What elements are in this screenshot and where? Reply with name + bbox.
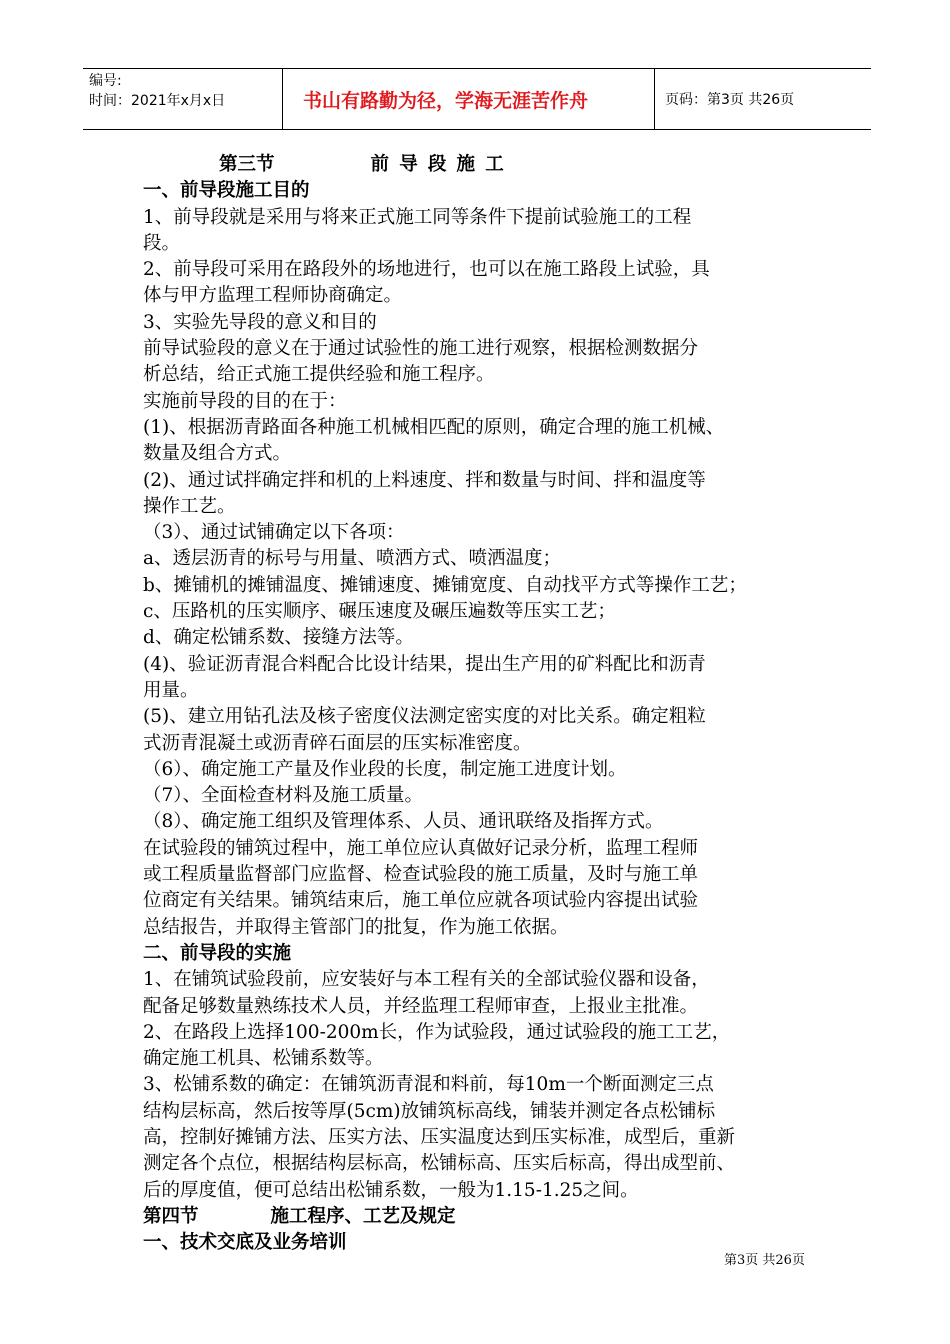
header-page-info: 页码：第3页 共26页	[665, 92, 795, 108]
text-line: b、摊铺机的摊铺温度、摊铺速度、摊铺宽度、自动找平方式等操作工艺；	[143, 574, 747, 596]
text-line: d、确定松铺系数、接缝方法等。	[143, 627, 414, 649]
text-line: 配备足够数量熟练技术人员，并经监理工程师审查，上报业主批准。	[143, 995, 699, 1017]
text-line: 段。	[143, 232, 181, 254]
subsection-heading: 二、前导段的实施	[143, 942, 292, 964]
text-line: 测定各个点位，根据结构层标高，松铺标高、压实后标高，得出成型前、	[143, 1153, 736, 1175]
text-line: 后的厚度值，便可总结出松铺系数，一般为1.15-1.25之间。	[143, 1179, 639, 1201]
text-line: 3、实验先导段的意义和目的	[143, 311, 377, 333]
section-4-name: 施工程序、工艺及规定	[270, 1205, 456, 1227]
text-line: 位商定有关结果。铺筑结束后，施工单位应就各项试验内容提出试验	[143, 890, 699, 912]
text-line: （8）、确定施工组织及管理体系、人员、通讯联络及指挥方式。	[143, 811, 664, 833]
text-line: 在试验段的铺筑过程中，施工单位应认真做好记录分析，监理工程师	[143, 837, 699, 859]
page-footer: 第3页 共26页	[724, 1253, 805, 1268]
text-line: 实施前导段的目的在于：	[143, 390, 347, 412]
text-line: 前导试验段的意义在于通过试验性的施工进行观察，根据检测数据分	[143, 338, 699, 360]
text-line: 3、松铺系数的确定：在铺筑沥青混和料前，每10m一个断面测定三点	[143, 1074, 714, 1096]
section-title	[143, 152, 833, 178]
text-line: 式沥青混凝土或沥青碎石面层的压实标准密度。	[143, 732, 532, 754]
subsection-heading: 一、前导段施工目的	[143, 180, 310, 202]
section-4-title	[143, 1204, 833, 1230]
section-4-number: 第四节	[143, 1205, 199, 1227]
text-line: 或工程质量监督部门应监督、检查试验段的施工质量，及时与施工单	[143, 864, 699, 886]
text-line: 2、在路段上选择100-200m长，作为试验段，通过试验段的施工工艺，	[143, 1021, 731, 1043]
header-motto: 书山有路勤为径，学海无涯苦作舟	[283, 69, 655, 129]
document-number-label: 编号:	[89, 73, 122, 89]
text-line: 确定施工机具、松铺系数等。	[143, 1048, 384, 1070]
text-line: 析总结，给正式施工提供经验和施工程序。	[143, 364, 495, 386]
text-line: 操作工艺。	[143, 495, 236, 517]
text-line: 1、在铺筑试验段前，应安装好与本工程有关的全部试验仪器和设备，	[143, 969, 710, 991]
text-line: 总结报告，并取得主管部门的批复，作为施工依据。	[143, 916, 569, 938]
header-meta	[83, 69, 283, 129]
body-paragraphs	[143, 178, 833, 1204]
text-line: (5)、建立用钻孔法及核子密度仪法测定密实度的对比关系。确定粗粒	[143, 706, 706, 728]
text-line: (1)、根据沥青路面各种施工机械相匹配的原则，确定合理的施工机械、	[143, 416, 725, 438]
text-line: 1、前导段就是采用与将来正式施工同等条件下提前试验施工的工程	[143, 206, 692, 228]
section-number: 第三节	[219, 154, 275, 175]
text-line: 体与甲方监理工程师协商确定。	[143, 285, 403, 307]
text-line: a、透层沥青的标号与用量、喷洒方式、喷洒温度；	[143, 548, 562, 570]
text-line: 高，控制好摊铺方法、压实方法、压实温度达到压实标准，成型后，重新	[143, 1126, 736, 1148]
text-line: 结构层标高，然后按等厚(5cm)放铺筑标高线，铺装并测定各点松铺标	[143, 1100, 716, 1122]
text-line: (4)、验证沥青混合料配合比设计结果，提出生产用的矿料配比和沥青	[143, 653, 706, 675]
document-body	[143, 152, 833, 1256]
text-line: （7）、全面检查材料及施工质量。	[143, 785, 424, 807]
text-line: （6）、确定施工产量及作业段的长度，制定施工进度计划。	[143, 758, 627, 780]
text-line: (2)、通过试拌确定拌和机的上料速度、拌和数量与时间、拌和温度等	[143, 469, 706, 491]
text-line: 2、前导段可采用在路段外的场地进行，也可以在施工路段上试验，具	[143, 259, 710, 281]
text-line: 数量及组合方式。	[143, 443, 292, 465]
document-date: 时间：2021年x月x日	[89, 93, 226, 109]
subsection-heading: 一、技术交底及业务培训	[143, 1232, 347, 1254]
text-line: （3）、通过试铺确定以下各项：	[143, 522, 405, 544]
section-name: 前导段施工	[370, 154, 514, 175]
page-header	[83, 68, 871, 130]
text-line: 用量。	[143, 679, 199, 701]
text-line: c、压路机的压实顺序、碾压速度及碾压遍数等压实工艺；	[143, 601, 616, 623]
